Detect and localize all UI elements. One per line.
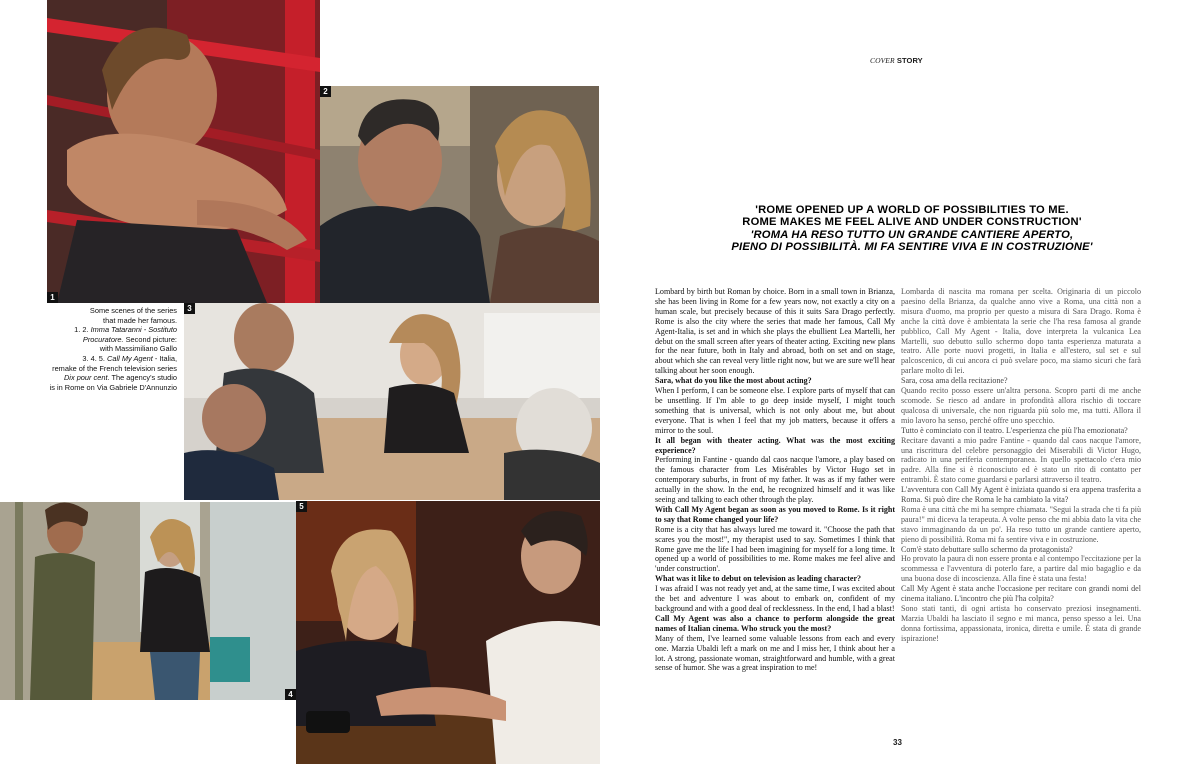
section-label: COVER [870,56,895,65]
section-label-2: STORY [896,56,923,65]
photo-number: 4 [285,689,296,700]
article-paragraph: I was afraid I was not ready yet and, at the same time, I was excited about the bet and adventure I was about to embark on, confident of my background and with a good deal of recklessness. In the end, I had a blast! [655,584,895,613]
interview-question: Tutto è cominciato con il teatro. L'esperienza che più l'ha emozionata? [901,425,1128,435]
article-paragraph: When I perform, I can be someone else. I explore parts of myself that can be unsettling. If I'm able to go deep inside myself, I might touch something that is universal, which is not only about me, but about everyone. That is when I feel that my job matters, because it offers a mirror to the soul. [655,386,895,435]
pull-quote: 'ROME OPENED UP A WORLD OF POSSIBILITIES TO ME. ROME MAKES ME FEEL ALIVE AND UNDER CONSTRUCTION' 'ROMA HA RESO TUTTO UN GRANDE CANTIERE APERTO, PIENO DI POSSIBILITÀ. MI FA SENTIRE VIVA E IN COSTRUZIONE' [731,204,1093,254]
article-paragraph: Ho provato la paura di non essere pronta e al contempo l'eccitazione per la scommessa e l'avventura di poterlo fare, a partire dal mio bagaglio e da una buona dose di incoscienza. Alla fine è stata una festa! [901,554,1141,584]
section-header [870,56,930,65]
article-english-column [655,287,895,673]
interview-question: Call My Agent è stata anche l'occasione per recitare con grandi nomi del cinema italiano. L'incontro che più l'ha colpita? [901,584,1141,604]
article-paragraph: Rome is a city that has always lured me toward it. "Choose the path that scares you the most!", my therapist used to say. Sometimes I think that Rome gave me the life I had been imagining for myself for a long time. It opened up a world of possibilities to me. Rome makes me feel alive and 'under construction'. [655,524,895,574]
article-paragraph: Sono stati tanti, di ogni artista ho conservato preziosi insegnamenti. Marzia Ubaldi ha lasciato il segno e mi manca, penso spesso a lei. Una donna fortissima, appassionata, ironica, diretta e umile. È stata di grande ispirazione! [901,604,1141,643]
article-paragraph: Recitare davanti a mio padre Fantine - quando dal caos nacque l'amore, una riscrittura del celebre personaggio dei Miserabili di Victor Hugo, radicato in una periferia contemporanea. In quello spettacolo c'era mio padre. Alla fine si è riconosciuto ed è stato un rito di contatto per entrambi. È stato come guardarsi e parlarsi attraverso il teatro. [901,435,1141,485]
interview-question: With Call My Agent began as soon as you moved to Rome. Is it right to say that Rome changed your life? [655,504,895,524]
photo-3-meeting [184,303,600,500]
article-paragraph: Roma è una città che mi ha sempre chiamata. "Segui la strada che ti fa più paura!" mi diceva la terapeuta. A volte penso che mi abbia dato la vita che stavo immaginando da un po'. Ha reso tutto un grande cantiere aperto, pieno di possibilità. Roma mi fa sentire viva e in costruzione. [901,504,1141,544]
page-number: 33 [893,738,902,747]
article-paragraph: Quando recito posso essere un'altra persona. Scopro parti di me anche scomode. Se riesco ad andare in profondità allora rischio di toccare qualcosa di universale, che non riguarda più solo me, ma tutti. Allora il mio lavoro ha senso, perché offre uno specchio. [901,386,1141,425]
interview-question: L'avventura con Call My Agent è iniziata quando si era appena trasferita a Roma. Si può dire che Roma le ha cambiato la vita? [901,485,1141,505]
photo-number: 2 [320,86,331,97]
article-paragraph: Lombarda di nascita ma romana per scelta. Originaria di un piccolo paesino della Brianza, da qualche anno vive a Roma, una città non a misura d'uomo, ma proprio per questo a misura di Sara Drago. Roma è anche la città dove è ambientata la serie che l'ha resa famosa al grande pubblico, Call My Agent - Italia, dove interpreta la vulcanica Lea Martelli, suo debutto sullo schermo dopo tanta esperienza maturata a teatro. Alle porte nuovi progetti, in Italia e all'estero, sul set e sul palcoscenico, di cui ancora ci può svelare poco, ma siamo sicuri che farà parlare molto di lei. [901,287,1141,376]
photo-4-flat [0,502,296,700]
interview-question: Sara, cosa ama della recitazione? [901,376,1008,386]
article-italian-column [901,287,1141,644]
photo-caption: Some scenes of the series that made her famous. 1. 2. Imma Tataranni - Sostituto Procuratore. Second picture: with Massimiliano Gallo 3. 4. 5. Call My Agent - Italia, remake of the French television series Dix pour cent. The agency's studio is in Rome on Via Gabriele D'Annunzio [49,306,177,392]
photo-number: 1 [47,292,58,303]
interview-question: What was it like to debut on television as leading character? [655,574,862,584]
interview-question: Call My Agent was also a chance to perform alongside the great names of Italian cinema. Who struck you the most? [655,613,895,633]
article-paragraph: Lombard by birth but Roman by choice. Born in a small town in Brianza, she has been living in Rome for a few years now, not exactly a city on a human scale, but precisely because of this it suits Sara Drago perfectly. Rome is also the city where the series that made her famous, Call My Agent-Italia, is set and in which she plays the ebullient Lea Martelli, her debut on the small screen after years of theater acting. Exciting new plans for the near future, both in Italy and abroad, both on set and on stage, about which she can reveal very little right now, but we are sure we'll hear talking about her soon enough. [655,287,895,376]
article-paragraph: Performing in Fantine - quando dal caos nacque l'amore, a play based on the famous character from Les Misérables by Victor Hugo set in contemporary suburbs, in front of my father. It was as if my father were actually in the show. In the end, he recognized himself and it was like seeing and talking to each other through the play. [655,455,895,505]
photo-number: 5 [296,501,307,512]
interview-question: Sara, what do you like the most about acting? [655,376,812,386]
interview-question: It all began with theater acting. What was the most exciting experience? [655,435,895,455]
interview-question: Com'è stato debuttare sullo schermo da protagonista? [901,544,1073,554]
photo-5-bar [296,501,600,764]
article-paragraph: Many of them, I've learned some valuable lessons from each and every one. Marzia Ubaldi left a mark on me and I miss her, I think about her a lot. A strong, passionate woman, straightforward and humble, with a great sense of humor. She was a great inspiration to me! [655,633,895,673]
photo-2-office [320,86,599,303]
photo-number: 3 [184,303,195,314]
photo-1-boxing-ring [47,0,320,303]
